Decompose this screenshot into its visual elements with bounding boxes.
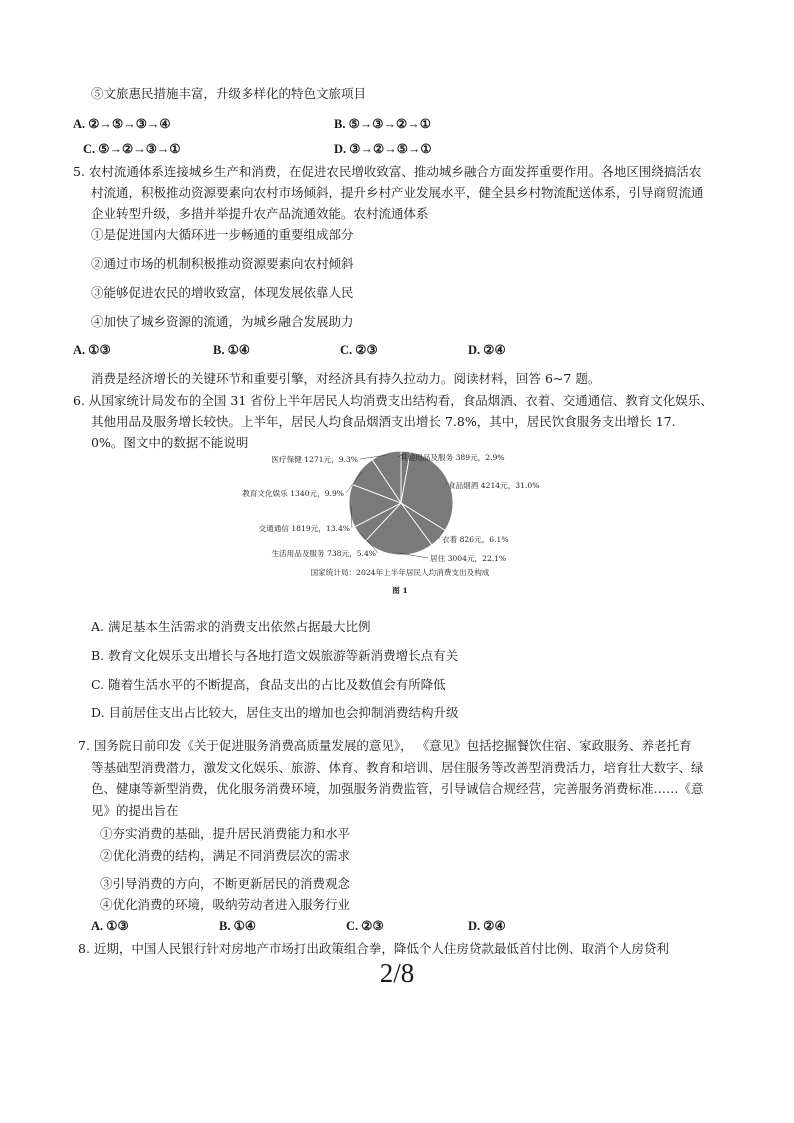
q5-item-2: ②通过市场的机制积极推动资源要素向农村倾斜 bbox=[91, 256, 354, 271]
pie-label-6: 教育文化娱乐 1340元，9.9% bbox=[242, 489, 344, 498]
q5-option-c: C. ②③ bbox=[340, 343, 378, 357]
q6-option-c: C. 随着生活水平的不断提高，食品支出的占比及数值会有所降低 bbox=[91, 677, 446, 692]
pie-label-0: 其他用品及服务 389元，2.9% bbox=[400, 453, 505, 462]
q7-item-1: ①夯实消费的基础，提升居民消费能力和水平 bbox=[100, 826, 351, 841]
pie-label-1: 食品烟酒 4214元，31.0% bbox=[448, 481, 540, 490]
q6-option-b: B. 教育文化娱乐支出增长与各地打造文娱旅游等新消费增长点有关 bbox=[91, 648, 459, 663]
chart-title: 国家统计局：2024年上半年居民人均消费支出及构成 bbox=[310, 568, 490, 577]
q6-stem-line-3: 0%。图文中的数据不能说明 bbox=[91, 435, 249, 450]
q7-option-d: D. ②④ bbox=[468, 919, 506, 933]
q6-option-a: A. 满足基本生活需求的消费支出依然占据最大比例 bbox=[91, 619, 371, 634]
q5-option-a: A. ①③ bbox=[73, 343, 111, 357]
q5-stem-line-3: 企业转型升级，多措并举提升农产品流通效能。农村流通体系 bbox=[91, 206, 429, 221]
q6-option-d: D. 目前居住支出占比较大，居住支出的增加也会抑制消费结构升级 bbox=[91, 705, 459, 720]
q8-stem-line-1: 8. 近期，中国人民银行针对房地产市场打出政策组合拳，降低个人住房贷款最低首付比例、取消个人房贷利 bbox=[78, 941, 669, 956]
pie-label-3: 居住 3004元，22.1% bbox=[430, 554, 507, 563]
q7-item-3: ③引导消费的方向，不断更新居民的消费观念 bbox=[100, 876, 351, 891]
q7-option-a: A. ①③ bbox=[91, 919, 129, 933]
q4-option-c: C. ⑤→②→③→① bbox=[83, 142, 181, 156]
q6-stem-line-2: 其他用品及服务增长较快。上半年，居民人均食品烟酒支出增长 7.8%，其中，居民饮食服务支出增长 17. bbox=[91, 414, 676, 429]
pie-chart-svg bbox=[226, 446, 556, 606]
q5-option-d: D. ②④ bbox=[468, 343, 506, 357]
page-number: 2/8 bbox=[379, 958, 415, 988]
q7-stem-line-3: 色、健康等新型消费，优化服务消费环境，加强服务消费监管，引导诚信合规经营，完善服务消费标准……《意 bbox=[91, 781, 704, 796]
pie-label-2: 衣着 826元，6.1% bbox=[442, 535, 509, 544]
q5-stem-line-2: 村流通，积极推动资源要素向农村市场倾斜，提升乡村产业发展水平，健全县乡村物流配送体系，引导商贸流通 bbox=[91, 185, 704, 200]
q7-stem-line-1: 7. 国务院日前印发《关于促进服务消费高质量发展的意见》， 《意见》包括挖掘餐饮住宿、家政服务、养老托育 bbox=[78, 738, 692, 753]
pie-label-5: 交通通信 1819元，13.4% bbox=[258, 524, 350, 533]
q7-option-c: C. ②③ bbox=[346, 919, 384, 933]
q7-option-b: B. ①④ bbox=[219, 919, 256, 933]
pie-label-4: 生活用品及服务 738元，5.4% bbox=[271, 549, 376, 558]
q5-item-1: ①是促进国内大循环进一步畅通的重要组成部分 bbox=[91, 227, 354, 242]
q4-option-a: A. ②→⑤→③→④ bbox=[73, 117, 171, 131]
q4-option-d: D. ③→②→⑤→① bbox=[334, 142, 432, 156]
pie-label-7: 医疗保健 1271元，9.3% bbox=[271, 455, 358, 464]
q7-item-4: ④优化消费的环境，吸纳劳动者进入服务行业 bbox=[100, 897, 351, 912]
intro-6-7: 消费是经济增长的关键环节和重要引擎，对经济具有持久拉动力。阅读材料，回答 6~7 题。 bbox=[91, 371, 601, 386]
q6-stem-line-1: 6. 从国家统计局发布的全国 31 省份上半年居民人均消费支出结构看，食品烟酒、衣着、交通通信、教育文化娱乐、 bbox=[73, 393, 713, 408]
q5-item-4: ④加快了城乡资源的流通，为城乡融合发展助力 bbox=[91, 314, 354, 329]
q4-option-b: B. ⑤→③→②→① bbox=[334, 117, 431, 131]
q5-option-b: B. ①④ bbox=[213, 343, 250, 357]
pie-chart bbox=[226, 446, 556, 606]
q5-stem-line-1: 5. 农村流通体系连接城乡生产和消费，在促进农民增收致富、推动城乡融合方面发挥重要作用。各地区围绕搞活农 bbox=[73, 164, 702, 179]
q7-item-2: ②优化消费的结构，满足不同消费层次的需求 bbox=[100, 848, 351, 863]
q5-item-3: ③能够促进农民的增收致富，体现发展依靠人民 bbox=[91, 285, 354, 300]
q4-item-5: ⑤文旅惠民措施丰富，升级多样化的特色文旅项目 bbox=[91, 86, 367, 101]
q7-stem-line-2: 等基础型消费潜力，激发文化娱乐、旅游、体育、教育和培训、居住服务等改善型消费活力，培育壮大数字、绿 bbox=[91, 760, 704, 775]
chart-caption: 图 1 bbox=[392, 586, 408, 595]
q7-stem-line-4: 见》的提出旨在 bbox=[91, 803, 179, 818]
